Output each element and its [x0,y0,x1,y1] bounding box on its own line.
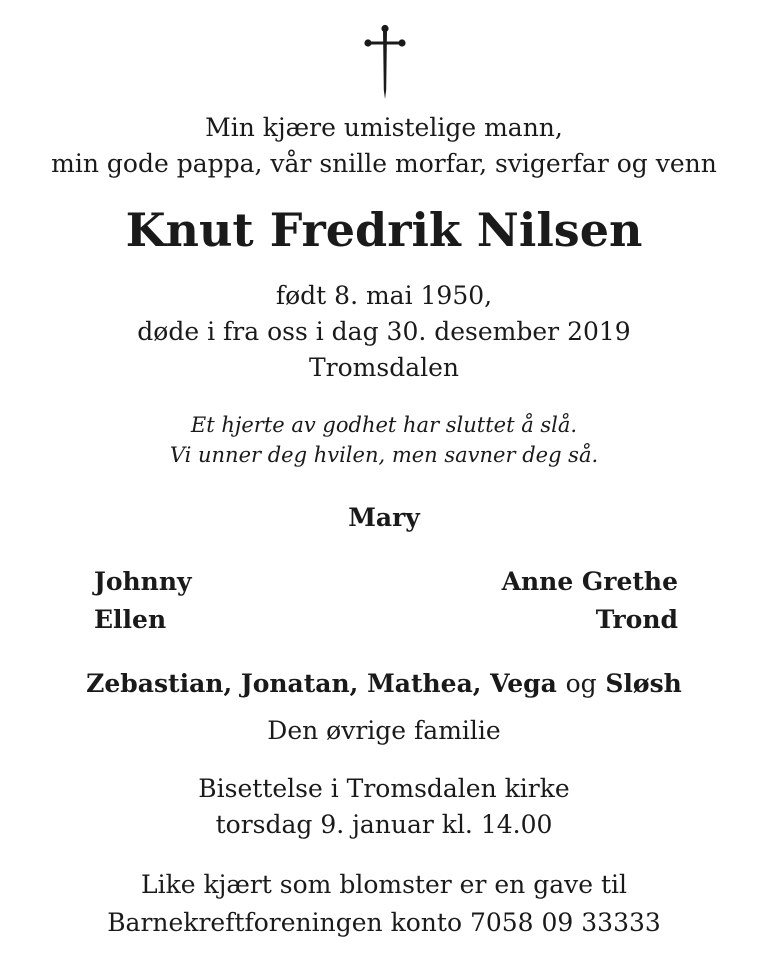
family-left-column [94,563,192,639]
other-family: Den øvrige familie [267,716,501,745]
born-line: født 8. mai 1950, [275,281,493,310]
gift-line-1: Like kjært som blomster er en gave til [140,870,628,899]
grandchildren-last: Sløsh [605,669,682,698]
verse-line-1: Et hjerte av godhet har sluttet å slå. [190,413,578,437]
intro-line-1: Min kjære umistelige mann, [205,113,563,142]
place-line: Tromsdalen [308,353,459,382]
deceased-name: Knut Fredrik Nilsen [125,203,643,257]
funeral-line-2: torsdag 9. januar kl. 14.00 [215,810,553,839]
family-right-column [502,563,678,639]
grandchildren-line [0,666,768,702]
grandchildren-conjunction: og [565,669,597,698]
funeral-line-1: Bisettelse i Tromsdalen kirke [198,774,570,803]
grandchildren-names: Zebastian, Jonatan, Mathea, Vega [86,669,557,698]
gift-info [0,866,768,942]
intro-line-2: min gode pappa, vår snille morfar, svigerfar og venn [51,149,717,178]
family-right-name: Anne Grethe [501,567,678,596]
intro-text [0,110,768,182]
died-line: døde i fra oss i dag 30. desember 2019 [137,317,631,346]
family-right-name: Trond [595,605,678,634]
memorial-verse [0,410,768,470]
gift-line-2: Barnekreftforeningen konto 7058 09 33333 [107,908,661,937]
family-left-name: Ellen [94,605,167,634]
family-left-name: Johnny [94,567,192,596]
spouse-name: Mary [348,503,420,532]
cross-icon [364,24,406,100]
life-dates [0,278,768,386]
verse-line-2: Vi unner deg hvilen, men savner deg så. [169,443,599,467]
funeral-info [0,771,768,843]
